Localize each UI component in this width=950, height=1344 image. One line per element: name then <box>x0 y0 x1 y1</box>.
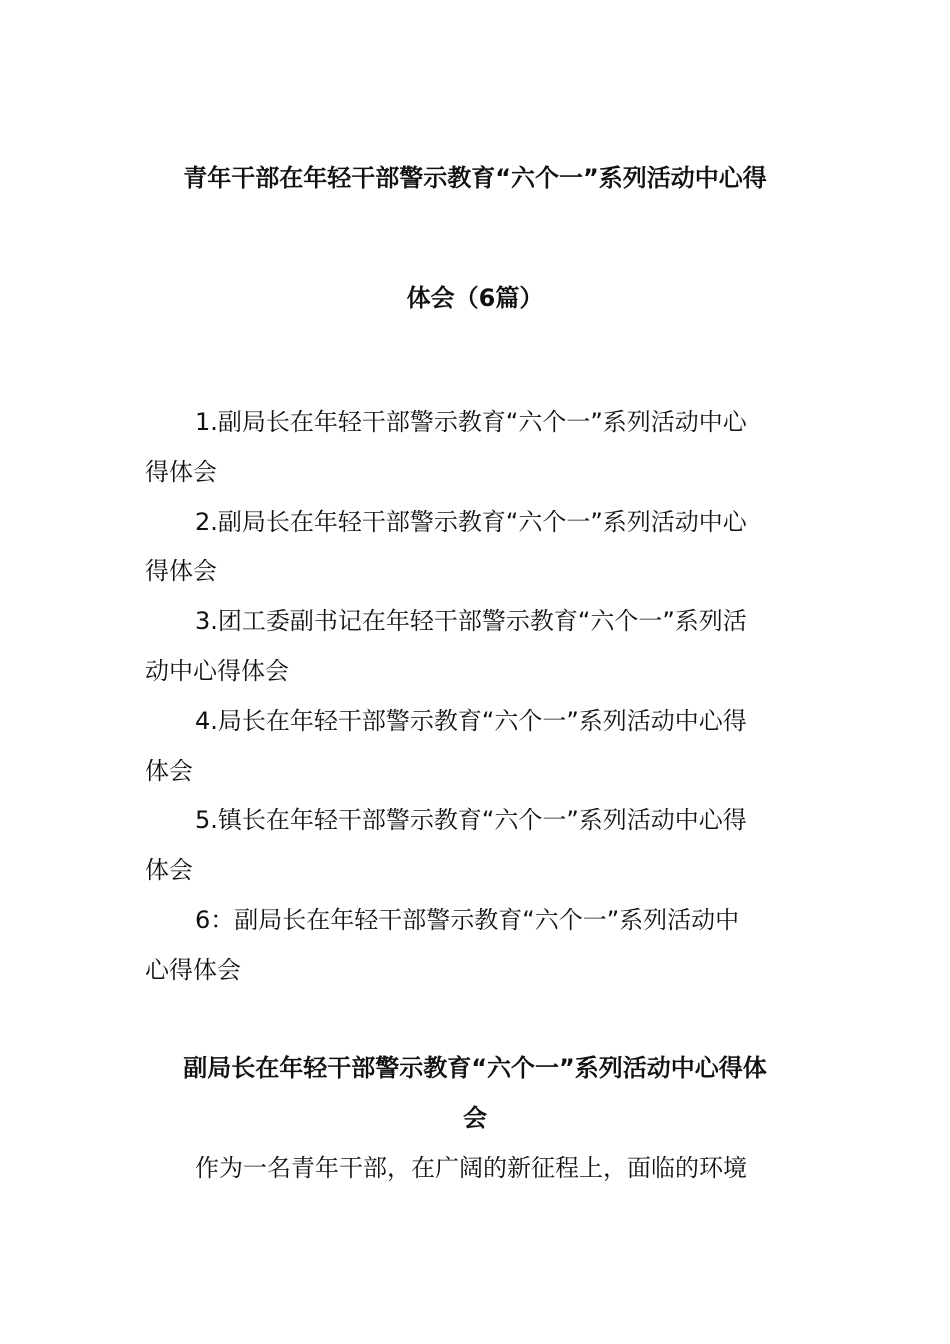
section-title-line-1: 副局长在年轻干部警示教育“六个一”系列活动中心得体 <box>183 1054 767 1082</box>
table-of-contents <box>145 398 810 996</box>
document-title-line-1: 青年干部在年轻干部警示教育“六个一”系列活动中心得 <box>183 164 767 192</box>
toc-item-text-continued: 得体会 <box>145 457 217 486</box>
toc-item-text-continued: 得体会 <box>145 557 217 586</box>
toc-item-text: 6：副局长在年轻干部警示教育“六个一”系列活动中 <box>195 905 740 934</box>
toc-item-text: 5.镇长在年轻干部警示教育“六个一”系列活动中心得 <box>195 806 747 835</box>
section-title-line-2: 会 <box>463 1104 487 1132</box>
toc-item-2 <box>145 498 810 598</box>
toc-item-text: 4.局长在年轻干部警示教育“六个一”系列活动中心得 <box>195 706 747 735</box>
toc-item-text-continued: 体会 <box>145 856 193 885</box>
toc-item-text: 1.副局长在年轻干部警示教育“六个一”系列活动中心 <box>195 408 747 436</box>
toc-item-3 <box>145 597 810 697</box>
toc-item-4 <box>145 697 810 797</box>
toc-item-text: 2.副局长在年轻干部警示教育“六个一”系列活动中心 <box>195 507 747 536</box>
body-paragraph: 作为一名青年干部，在广阔的新征程上，面临的环境 <box>195 1154 747 1182</box>
toc-item-text-continued: 动中心得体会 <box>145 656 289 685</box>
toc-item-text-continued: 心得体会 <box>145 955 241 984</box>
toc-item-1 <box>145 398 810 498</box>
toc-item-text: 3.团工委副书记在年轻干部警示教育“六个一”系列活 <box>195 607 747 636</box>
document-title-line-2: 体会（6篇） <box>406 284 544 312</box>
toc-item-text-continued: 体会 <box>145 756 193 785</box>
toc-item-5 <box>145 796 810 896</box>
toc-item-6 <box>145 896 810 996</box>
